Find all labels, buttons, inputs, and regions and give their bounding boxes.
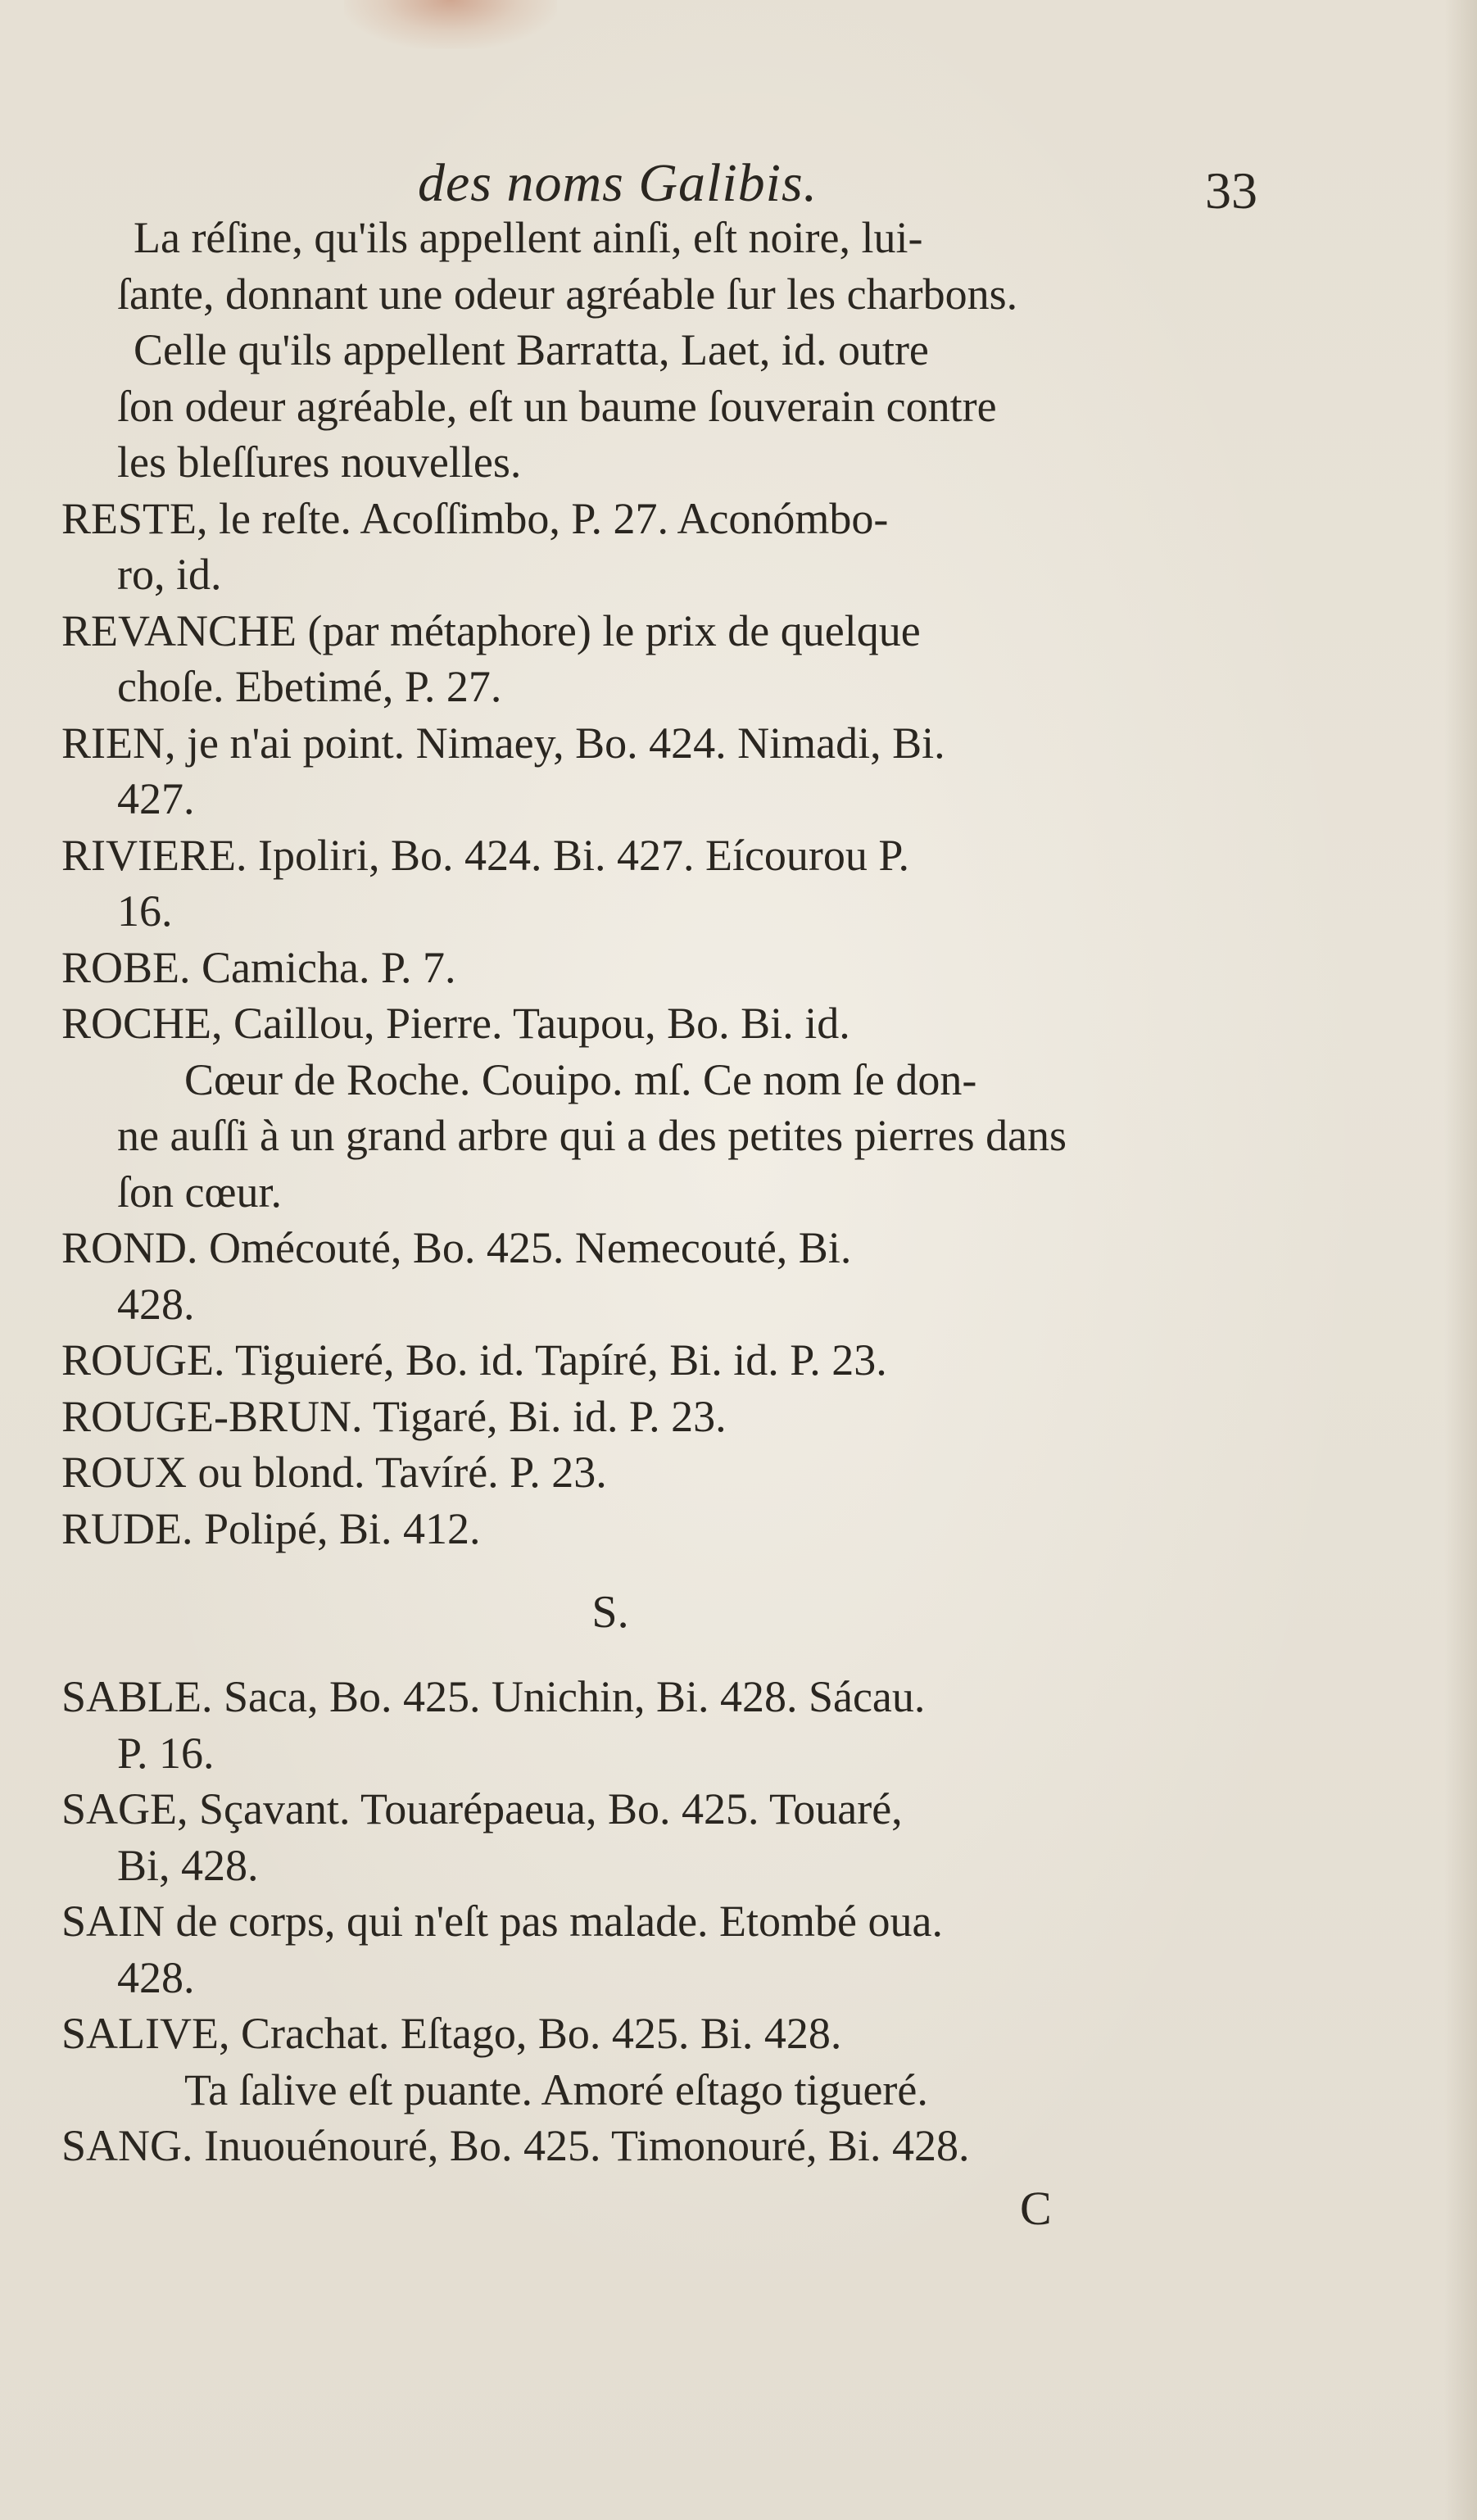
section-heading: S. (591, 1587, 629, 1638)
dictionary-entry-line: ROCHE, Caillou, Pierre. Taupou, Bo. Bi. id. (61, 999, 850, 1048)
text-line: ro, id. (117, 550, 222, 599)
text-line: Celle qu'ils appellent Barratta, Laet, id. outre (134, 325, 929, 374)
text-line: Cœur de Roche. Couipo. mſ. Ce nom ſe don- (184, 1054, 977, 1104)
dictionary-entry-line: ROUX ou blond. Tavíré. P. 23. (61, 1448, 607, 1497)
text-line: Bi, 428. (117, 1840, 259, 1890)
dictionary-entry-line: SAGE, Sçavant. Touarépaeua, Bo. 425. Touaré, (61, 1784, 903, 1833)
dictionary-entry-line: ROUGE. Tiguieré, Bo. id. Tapíré, Bi. id. P. 23. (61, 1335, 887, 1385)
text-line: les bleſſures nouvelles. (117, 437, 522, 487)
text-line: ſon cœur. (117, 1167, 282, 1217)
dictionary-entry-line: RIEN, je n'ai point. Nimaey, Bo. 424. Nimadi, Bi. (61, 718, 945, 768)
dictionary-entry-line: ROBE. Camicha. P. 7. (61, 942, 456, 992)
text-line: ſon odeur agréable, eſt un baume ſouverain contre (117, 381, 997, 431)
paper-stain (344, 0, 557, 49)
dictionary-entry-line: SALIVE, Crachat. Eſtago, Bo. 425. Bi. 428. (61, 2009, 842, 2058)
dictionary-entry-line: SAIN de corps, qui n'eſt pas malade. Etombé oua. (61, 1897, 943, 1946)
text-line: P. 16. (117, 1728, 215, 1778)
text-line: 428. (117, 1279, 195, 1329)
dictionary-entry-line: ROUGE-BRUN. Tigaré, Bi. id. P. 23. (61, 1391, 727, 1441)
dictionary-text (61, 210, 1257, 2174)
dictionary-entry-line: RUDE. Polipé, Bi. 412. (61, 1503, 481, 1553)
page-number: 33 (1205, 161, 1257, 220)
dictionary-entry-line: RESTE, le reſte. Acoſſimbo, P. 27. Aconómbo- (61, 493, 889, 543)
text-line: ſante, donnant une odeur agréable ſur les charbons. (117, 269, 1018, 319)
text-line: La réſine, qu'ils appellent ainſi, eſt noire, lui- (134, 213, 923, 262)
running-title: des noms Galibis. (418, 153, 818, 213)
page-edge-shadow (1444, 0, 1477, 2520)
text-line: choſe. Ebetimé, P. 27. (117, 662, 502, 711)
dictionary-entry-line: RIVIERE. Ipoliri, Bo. 424. Bi. 427. Eícourou P. (61, 830, 909, 880)
signature-mark: C (1020, 2182, 1052, 2235)
text-line: Ta ſalive eſt puante. Amoré eſtago tigueré. (184, 2064, 928, 2114)
text-line: ne auſſi à un grand arbre qui a des petites pierres dans (117, 1111, 1067, 1160)
dictionary-entry-line: SANG. Inuouénouré, Bo. 425. Timonouré, Bi. 428. (61, 2121, 970, 2170)
text-line: 428. (117, 1952, 195, 2002)
dictionary-entry-line: ROND. Omécouté, Bo. 425. Nemecouté, Bi. (61, 1223, 852, 1272)
text-line: 427. (117, 774, 195, 823)
dictionary-entry-line: SABLE. Saca, Bo. 425. Unichin, Bi. 428. Sácau. (61, 1672, 926, 1721)
text-line: 16. (117, 886, 173, 936)
dictionary-entry-line: REVANCHE (par métaphore) le prix de quelque (61, 605, 921, 655)
